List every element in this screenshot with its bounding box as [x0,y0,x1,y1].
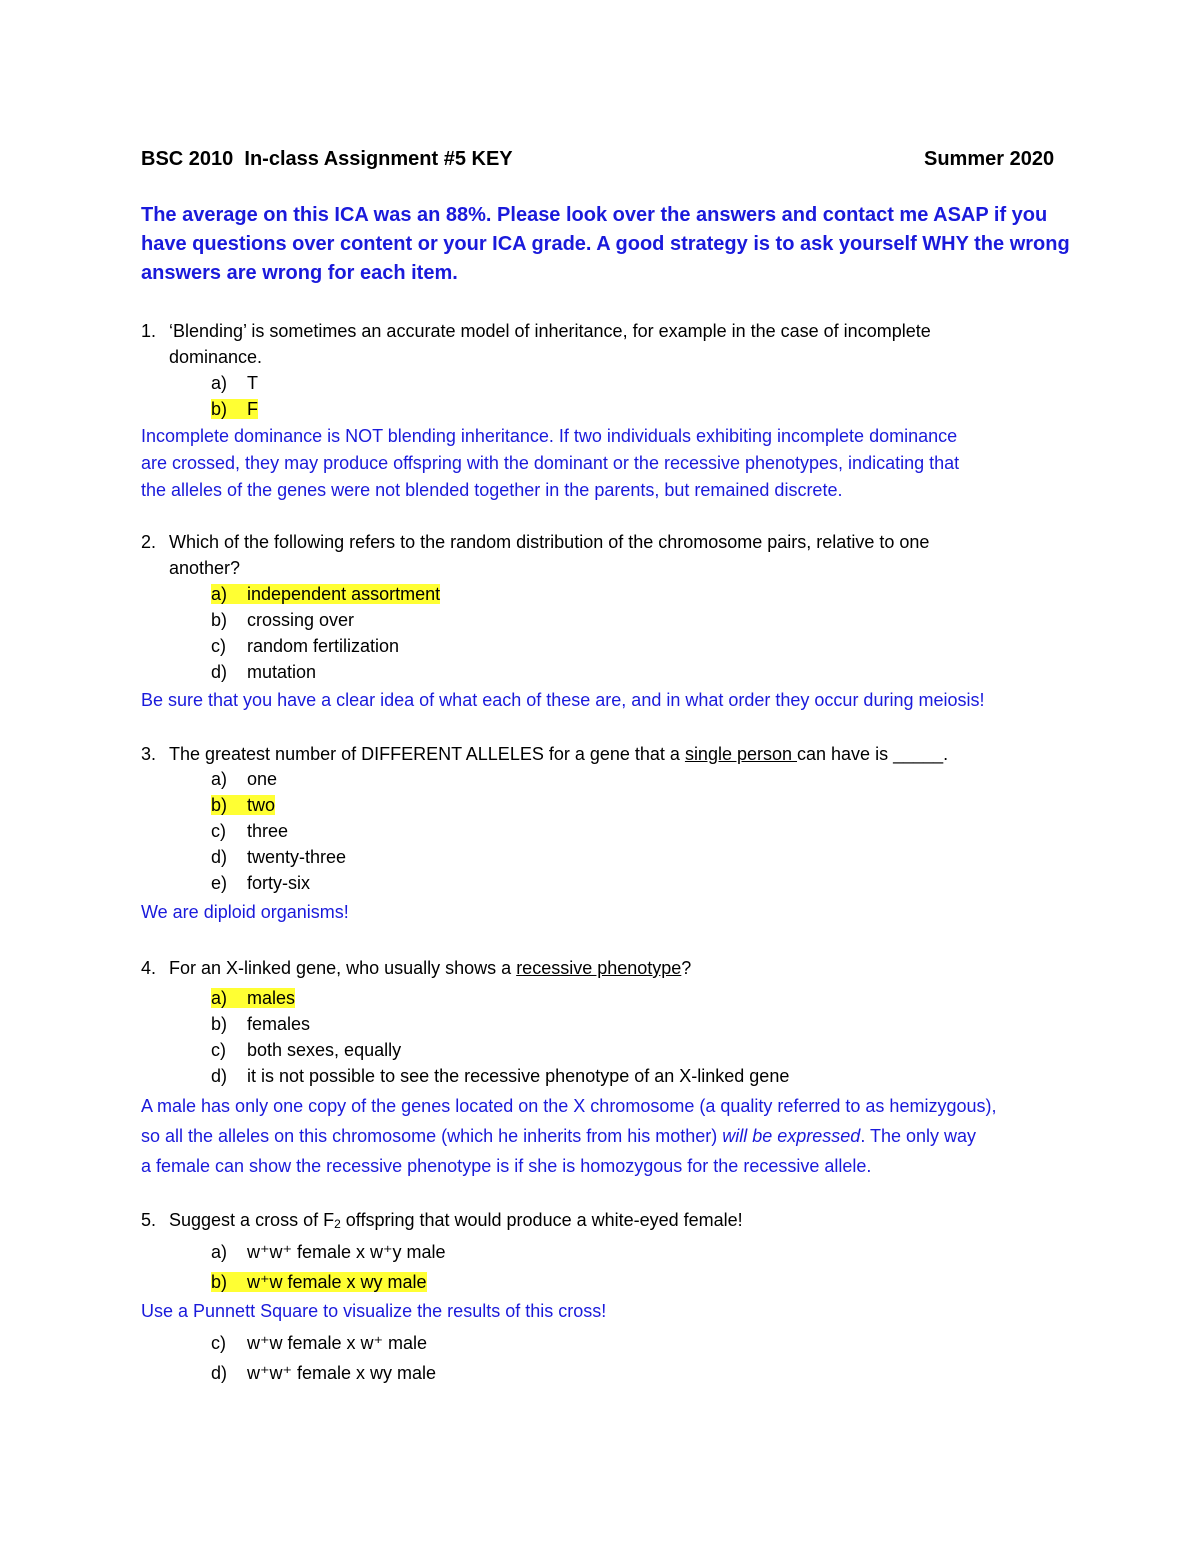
explanation-line: so all the alleles on this chromosome (which he inherits from his mother) will be expressed. The only way [141,1126,977,1146]
question-number: 4. [141,958,157,978]
option-row: b) females [211,1014,311,1034]
option-text: w⁺w female x wy male [247,1272,427,1292]
q1-explanation [141,423,959,504]
question-4 [141,955,691,981]
option-row: c) three [211,821,289,841]
question-text-cont: another? [169,558,241,578]
option-row: d) w⁺w⁺ female x wy male [211,1363,437,1383]
option-text: females [247,1014,311,1034]
question-text: For an X-linked gene, who usually shows a [169,958,517,978]
option-row: b) crossing over [211,610,355,630]
emphasis-text: will be expressed [722,1126,861,1146]
q4-explanation [141,1091,996,1181]
option-row: d) it is not possible to see the recessive phenotype of an X-linked gene [211,1066,790,1086]
explanation-line: the alleles of the genes were not blended together in the parents, but remained discrete. [141,480,843,500]
question-text-end: offspring that would produce a white-eyed female! [340,1210,743,1230]
explanation-line: are crossed, they may produce offspring with the dominant or the recessive phenotypes, indicating that [141,453,960,473]
question-text-cont: dominance. [169,347,263,367]
option-row-correct: a) males [211,988,296,1008]
question-text: ‘Blending’ is sometimes an accurate model of inheritance, for example in the case of incomplete [169,321,931,341]
intro-line: have questions over content or your ICA grade. A good strategy is to ask yourself WHY the wrong [141,233,1070,255]
option-text: random fertilization [247,636,400,656]
question-number: 2. [141,532,157,552]
option-row-correct: a) independent assortment [211,584,441,604]
question-5 [141,1207,743,1233]
option-text: one [247,769,278,789]
question-number: 1. [141,321,157,341]
intro-line: The average on this ICA was an 88%. Please look over the answers and contact me ASAP if you [141,204,1048,226]
option-row: a) T [211,373,258,393]
intro-note [141,201,1070,288]
q5-options-ab [211,1237,446,1297]
option-text: crossing over [247,610,355,630]
option-row: a) one [211,769,278,789]
option-row-correct: b) F [211,399,258,419]
assignment-title: In-class Assignment #5 KEY [244,148,513,170]
option-row-correct: b) two [211,795,276,815]
option-text: forty-six [247,873,310,893]
option-text: it is not possible to see the recessive phenotype of an X-linked gene [247,1066,790,1086]
option-text: F [247,399,258,419]
q5-options-cd [211,1328,436,1388]
option-text: independent assortment [247,584,441,604]
question-text: Which of the following refers to the random distribution of the chromosome pairs, relative to one [169,532,930,552]
question-2 [141,529,929,581]
question-text-end: can have is _____. [797,744,949,764]
header-left [141,148,513,171]
option-row: c) random fertilization [211,636,400,656]
q4-options [211,985,789,1089]
explanation-line: Incomplete dominance is NOT blending inheritance. If two individuals exhibiting incomplete dominance [141,426,958,446]
option-text: w⁺w⁺ female x wy male [247,1363,437,1383]
option-text: mutation [247,662,317,682]
q2-options [211,581,440,685]
question-text-end: ? [681,958,692,978]
subscript: 2 [334,1217,341,1231]
explanation-line: a female can show the recessive phenotype is if she is homozygous for the recessive allele. [141,1156,872,1176]
option-text: males [247,988,296,1008]
option-row: e) forty-six [211,873,310,893]
q3-options [211,766,346,896]
option-row: d) twenty-three [211,847,347,867]
question-1 [141,318,931,370]
option-text: three [247,821,289,841]
option-text: w⁺w⁺ female x w⁺y male [247,1242,446,1262]
q1-options [211,370,258,422]
q5-explanation: Use a Punnett Square to visualize the results of this cross! [141,1301,607,1321]
option-row: c) both sexes, equally [211,1040,402,1060]
option-text: both sexes, equally [247,1040,402,1060]
explanation-line: A male has only one copy of the genes located on the X chromosome (a quality referred to as hemizygous), [141,1096,997,1116]
question-3 [141,741,948,767]
question-text: The greatest number of DIFFERENT ALLELES for a gene that a [169,744,685,764]
question-text: Suggest a cross of F [169,1210,335,1230]
q3-explanation: We are diploid organisms! [141,902,349,922]
term-label: Summer 2020 [924,148,1055,170]
option-text: T [247,373,258,393]
question-underlined: recessive phenotype [516,958,682,978]
question-number: 3. [141,744,157,764]
question-underlined: single person [684,744,798,764]
option-text: w⁺w female x w⁺ male [247,1333,428,1353]
intro-line: answers are wrong for each item. [141,262,458,284]
option-row: c) w⁺w female x w⁺ male [211,1333,428,1353]
q2-explanation: Be sure that you have a clear idea of what each of these are, and in what order they occur during meiosis! [141,690,985,710]
option-text: two [247,795,276,815]
option-row: d) mutation [211,662,317,682]
option-row-correct: b) w⁺w female x wy male [211,1272,427,1292]
course-code: BSC 2010 [141,148,234,170]
option-text: twenty-three [247,847,347,867]
option-row: a) w⁺w⁺ female x w⁺y male [211,1242,446,1262]
question-number: 5. [141,1210,157,1230]
